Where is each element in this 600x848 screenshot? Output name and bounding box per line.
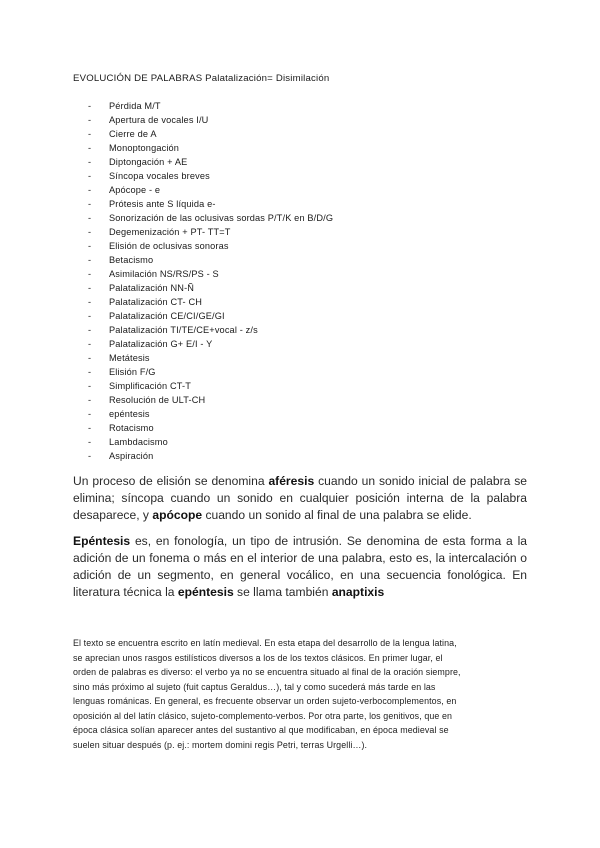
list-item (88, 366, 333, 380)
list-item (88, 408, 333, 422)
epentesis-paragraph (73, 533, 527, 601)
list-item (88, 128, 333, 142)
list-item (88, 156, 333, 170)
list-item (88, 170, 333, 184)
term-epentesis-2: epéntesis (177, 585, 234, 599)
term-epentesis: Epéntesis (73, 534, 131, 548)
bullet-dash: - (88, 297, 92, 307)
text-run: Un proceso de elisión se denomina (73, 474, 269, 488)
bullet-dash: - (88, 353, 92, 363)
bullet-dash: - (88, 213, 92, 223)
list-item-text: Asimilación NS/RS/PS - S (109, 269, 219, 279)
bullet-dash: - (88, 423, 92, 433)
term-aferesis: aféresis (268, 474, 315, 488)
bullet-dash: - (88, 283, 92, 293)
list-item (88, 380, 333, 394)
bullet-dash: - (88, 129, 92, 139)
list-item (88, 338, 333, 352)
list-item-text: Resolución de ULT-CH (109, 395, 206, 405)
list-item-text: Aspiración (109, 451, 154, 461)
evolution-list (88, 100, 333, 464)
list-item-text: Simplificación CT-T (109, 381, 191, 391)
text-run: cuando un sonido inicial de palabra se elimina; síncopa cuando un sonido en cualquier posición interna de la palabra desaparece, y (73, 474, 527, 522)
bullet-dash: - (88, 325, 92, 335)
list-item-text: Síncopa vocales breves (109, 171, 210, 181)
bullet-dash: - (88, 311, 92, 321)
paragraph-line: El texto se encuentra escrito en latín medieval. En esta etapa del desarrollo de la lengua latina, (73, 638, 457, 648)
bullet-dash: - (88, 101, 92, 111)
list-item-text: Elisión F/G (109, 367, 156, 377)
list-item (88, 198, 333, 212)
list-item (88, 436, 333, 450)
paragraph-line: oposición al del latín clásico, sujeto-complemento-verbos. Por otra parte, los genitivos, que en (73, 710, 453, 721)
list-item (88, 422, 333, 436)
list-item (88, 268, 333, 282)
list-item (88, 114, 333, 128)
list-item (88, 184, 333, 198)
bullet-dash: - (88, 157, 92, 167)
latin-medieval-paragraph (73, 636, 527, 752)
bullet-dash: - (88, 395, 92, 405)
list-item-text: Lambdacismo (109, 437, 168, 447)
bullet-dash: - (88, 381, 92, 391)
bullet-dash: - (88, 339, 92, 349)
bullet-dash: - (88, 451, 92, 461)
list-item-text: Elisión de oclusivas sonoras (109, 241, 229, 251)
list-item (88, 310, 333, 324)
list-item (88, 240, 333, 254)
list-item-text: Apertura de vocales I/U (109, 115, 209, 125)
list-item (88, 394, 333, 408)
text-run: es, en fonología, un tipo de intrusión. Se denomina de esta forma a la adición de un fonema o más en el interior de una palabra, esto es, la intercalación o adición de un segmento, en general vocálico, en una secuencia fonológica. En literatura técnica la (73, 534, 527, 599)
list-item-text: Diptongación + AE (109, 157, 188, 167)
bullet-dash: - (88, 171, 92, 181)
term-apocope: apócope (152, 508, 203, 522)
list-item-text: epéntesis (109, 409, 150, 419)
bullet-dash: - (88, 269, 92, 279)
bullet-dash: - (88, 185, 92, 195)
list-item (88, 352, 333, 366)
list-item (88, 142, 333, 156)
list-item (88, 324, 333, 338)
list-item-text: Palatalización NN-Ñ (109, 283, 195, 293)
list-item (88, 100, 333, 114)
list-item-text: Palatalización G+ E/I - Y (109, 339, 213, 349)
list-item-text: Palatalización CE/CI/GE/GI (109, 311, 225, 321)
list-item-text: Monoptongación (109, 143, 180, 153)
text-run: se llama también (233, 585, 332, 599)
bullet-dash: - (88, 115, 92, 125)
list-item (88, 254, 333, 268)
list-item-text: Betacismo (109, 255, 154, 265)
list-item-text: Rotacismo (109, 423, 154, 433)
list-item (88, 226, 333, 240)
paragraph-line: sino más próximo al sujeto (fuit captus Geraldus…), tal y como sucederá más tarde en las (73, 681, 436, 692)
bullet-dash: - (88, 367, 92, 377)
paragraph-line: se aprecian unos rasgos estilísticos diversos a los de los textos clásicos. En primer lugar, el (73, 652, 443, 663)
bullet-dash: - (88, 409, 92, 419)
list-item (88, 450, 333, 464)
bullet-dash: - (88, 143, 92, 153)
document-heading: EVOLUCIÓN DE PALABRAS Palatalización= Disimilación (73, 73, 330, 84)
paragraph-line: orden de palabras es diverso: el verbo ya no se encuentra situado al final de la oración siempre, (73, 667, 461, 677)
bullet-dash: - (88, 241, 92, 251)
bullet-dash: - (88, 437, 92, 447)
bullet-dash: - (88, 227, 92, 237)
bullet-dash: - (88, 255, 92, 265)
list-item (88, 296, 333, 310)
list-item-text: Metátesis (109, 353, 150, 363)
paragraph-line: época clásica solían aparecer antes del sustantivo al que modificaban, en época medieval se (73, 725, 449, 735)
list-item (88, 212, 333, 226)
list-item-text: Pérdida M/T (109, 101, 161, 111)
list-item-text: Degemenización + PT- TT=T (109, 227, 231, 237)
list-item-text: Palatalización TI/TE/CE+vocal - z/s (109, 325, 258, 335)
list-item-text: Cierre de A (109, 129, 157, 139)
bullet-dash: - (88, 199, 92, 209)
paragraph-line: suelen situar después (p. ej.: mortem domini regis Petri, terras Urgelli…). (73, 739, 368, 750)
list-item-text: Sonorización de las oclusivas sordas P/T/K en B/D/G (109, 213, 334, 223)
paragraph-line: lenguas románicas. En general, es frecuente observar un orden sujeto-verbocomplementos, en (73, 696, 457, 706)
list-item-text: Prótesis ante S líquida e- (109, 199, 216, 209)
elision-paragraph (73, 473, 527, 524)
list-item-text: Apócope - e (109, 185, 161, 195)
term-anaptixis: anaptixis (331, 585, 385, 599)
list-item (88, 282, 333, 296)
list-item-text: Palatalización CT- CH (109, 297, 203, 307)
text-run: cuando un sonido al final de una palabra se elide. (202, 508, 472, 522)
